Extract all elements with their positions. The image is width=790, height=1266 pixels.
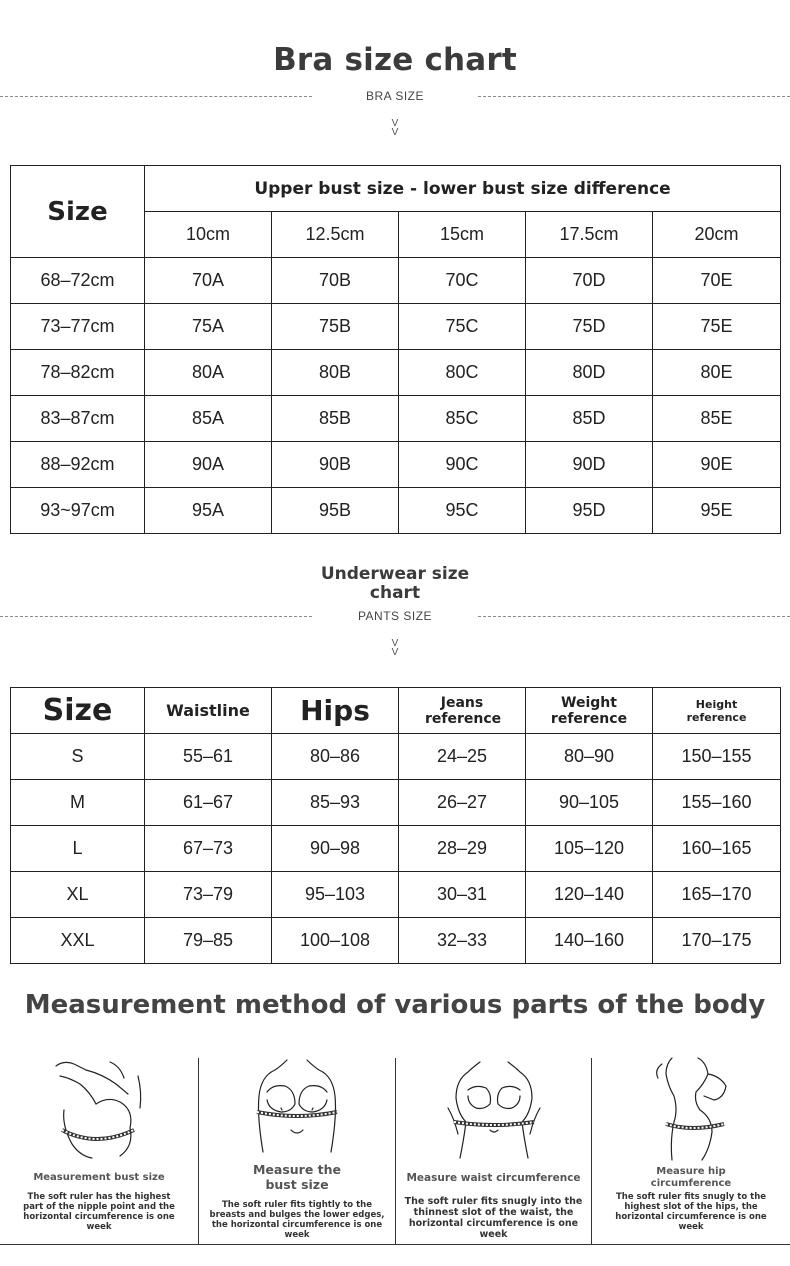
cup-cell: 75E (653, 304, 781, 350)
cup-cell: 70A (145, 258, 272, 304)
cup-cell: 85B (272, 396, 399, 442)
weight-cell: 120–140 (526, 872, 653, 918)
jeans-cell: 24–25 (399, 734, 526, 780)
band-cell: 93~97cm (11, 488, 145, 534)
cup-cell: 90E (653, 442, 781, 488)
height-cell: 155–160 (653, 780, 781, 826)
weight-cell: 140–160 (526, 918, 653, 964)
panel-divider (591, 1058, 592, 1244)
jeans-cell: 30–31 (399, 872, 526, 918)
band-cell: 83–87cm (11, 396, 145, 442)
panel-title: Measure waist circumference (406, 1172, 581, 1184)
difference-cell: 20cm (653, 212, 781, 258)
weight-cell: 80–90 (526, 734, 653, 780)
table-row (11, 258, 781, 304)
cup-cell: 80A (145, 350, 272, 396)
hips-cell: 80–86 (272, 734, 399, 780)
measure-panel-waist (396, 1050, 591, 1245)
bottom-rule (0, 1244, 790, 1245)
hips-cell: 95–103 (272, 872, 399, 918)
height-cell: 150–155 (653, 734, 781, 780)
band-cell: 88–92cm (11, 442, 145, 488)
header-row (11, 688, 781, 734)
panel-title: Measure the bust size (252, 1162, 342, 1192)
measurement-title: Measurement method of various parts of the body (24, 990, 766, 1020)
panel-title: Measurement bust size (33, 1172, 165, 1183)
size-cell: XL (11, 872, 145, 918)
bra-size-table (10, 165, 781, 534)
waistline-cell: 67–73 (145, 826, 272, 872)
cup-cell: 70C (399, 258, 526, 304)
measure-panel-bust (0, 1050, 198, 1245)
bra-chart-subtitle: BRA SIZE (365, 89, 425, 103)
table-row (11, 918, 781, 964)
difference-header: Upper bust size - lower bust size difference (145, 166, 781, 212)
cup-cell: 80E (653, 350, 781, 396)
band-cell: 68–72cm (11, 258, 145, 304)
underbust-measure-icon (251, 1056, 343, 1160)
table-row (11, 396, 781, 442)
panel-description: The soft ruler has the highest part of the nipple point and the horizontal circumference is one week (23, 1192, 175, 1232)
measure-panel-underbust (199, 1050, 395, 1245)
cup-cell: 85D (526, 396, 653, 442)
cup-cell: 95D (526, 488, 653, 534)
table-row (11, 304, 781, 350)
hips-cell: 85–93 (272, 780, 399, 826)
weight-header: Weight reference (526, 688, 653, 734)
chevron-down-icon: V V (391, 638, 399, 658)
hips-cell: 90–98 (272, 826, 399, 872)
waistline-cell: 79–85 (145, 918, 272, 964)
cup-cell: 85C (399, 396, 526, 442)
waistline-cell: 55–61 (145, 734, 272, 780)
table-row (11, 734, 781, 780)
difference-cell: 10cm (145, 212, 272, 258)
height-header: Height reference (653, 688, 781, 734)
waistline-cell: 61–67 (145, 780, 272, 826)
size-header: Size (11, 688, 145, 734)
band-cell: 78–82cm (11, 350, 145, 396)
underwear-chart-title: Underwear size chart (320, 564, 470, 603)
panel-description: The soft ruler fits tightly to the breasts and bulges the lower edges, the horizontal circumference is one week (209, 1200, 385, 1240)
size-cell: XXL (11, 918, 145, 964)
cup-cell: 95E (653, 488, 781, 534)
cup-cell: 85A (145, 396, 272, 442)
size-cell: M (11, 780, 145, 826)
bust-measure-icon (50, 1056, 150, 1160)
cup-cell: 75A (145, 304, 272, 350)
height-cell: 170–175 (653, 918, 781, 964)
difference-cell: 12.5cm (272, 212, 399, 258)
cup-cell: 80B (272, 350, 399, 396)
panel-description: The soft ruler fits snugly to the highest slot of the hips, the horizontal circumference is one week (615, 1192, 767, 1232)
table-row (11, 350, 781, 396)
size-cell: S (11, 734, 145, 780)
underwear-size-table (10, 687, 781, 964)
waistline-header: Waistline (145, 688, 272, 734)
hip-measure-icon (648, 1056, 738, 1162)
bra-chart-title: Bra size chart (273, 42, 517, 78)
jeans-header: Jeans reference (399, 688, 526, 734)
cup-cell: 90D (526, 442, 653, 488)
size-cell: L (11, 826, 145, 872)
cup-cell: 85E (653, 396, 781, 442)
jeans-cell: 28–29 (399, 826, 526, 872)
cup-cell: 90A (145, 442, 272, 488)
waistline-cell: 73–79 (145, 872, 272, 918)
height-cell: 165–170 (653, 872, 781, 918)
panel-divider (395, 1058, 396, 1244)
panel-divider (198, 1058, 199, 1244)
difference-cell: 17.5cm (526, 212, 653, 258)
cup-cell: 80C (399, 350, 526, 396)
cup-cell: 75B (272, 304, 399, 350)
panel-description: The soft ruler fits snugly into the thinnest slot of the waist, the horizontal circumference is one week (404, 1196, 583, 1240)
weight-cell: 105–120 (526, 826, 653, 872)
underwear-chart-subtitle: PANTS SIZE (357, 609, 433, 623)
hips-cell: 100–108 (272, 918, 399, 964)
cup-cell: 90B (272, 442, 399, 488)
table-row (11, 442, 781, 488)
cup-cell: 70B (272, 258, 399, 304)
difference-cell: 15cm (399, 212, 526, 258)
waist-measure-icon (446, 1058, 542, 1162)
jeans-cell: 32–33 (399, 918, 526, 964)
cup-cell: 75D (526, 304, 653, 350)
size-header: Size (11, 166, 145, 258)
cup-cell: 80D (526, 350, 653, 396)
table-row (11, 488, 781, 534)
table-row (11, 780, 781, 826)
cup-cell: 70E (653, 258, 781, 304)
measure-panel-hip (592, 1050, 790, 1245)
table-row (11, 872, 781, 918)
table-row (11, 826, 781, 872)
height-cell: 160–165 (653, 826, 781, 872)
cup-cell: 90C (399, 442, 526, 488)
jeans-cell: 26–27 (399, 780, 526, 826)
cup-cell: 75C (399, 304, 526, 350)
chevron-down-icon: V V (391, 118, 399, 138)
band-cell: 73–77cm (11, 304, 145, 350)
cup-cell: 95C (399, 488, 526, 534)
cup-cell: 95B (272, 488, 399, 534)
weight-cell: 90–105 (526, 780, 653, 826)
panel-title: Measure hip circumference (650, 1166, 732, 1189)
cup-cell: 95A (145, 488, 272, 534)
hips-header: Hips (272, 688, 399, 734)
cup-cell: 70D (526, 258, 653, 304)
